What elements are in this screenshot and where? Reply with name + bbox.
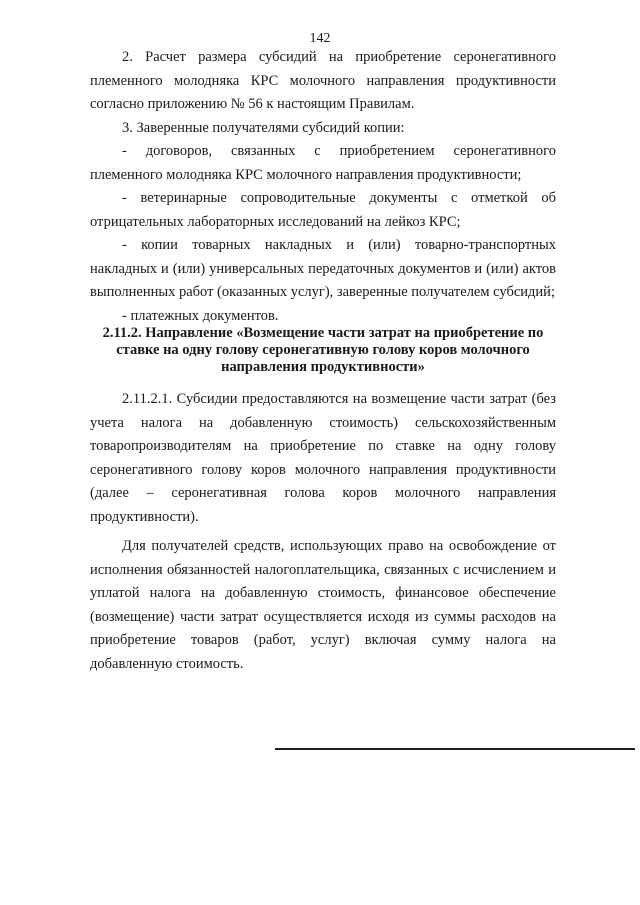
section-list-block [90,46,556,328]
paragraph-2-11-2-1: 2.11.2.1. Субсидии предоставляются на возмещение части затрат (без учета налога на добавленную стоимость) сельскохозяйственным товаропроизводителям на приобретение по ставке на одну голову серонегативного голову коров молочного направления продуктивности (далее – серонегативная голова коров молочного направления продуктивности). [90,391,556,525]
list-item: - копии товарных накладных и (или) товарно-транспортных накладных и (или) универсальных передаточных документов и (или) актов выполненных работ (оказанных услуг), заверенные получателем субсидий; [90,237,556,300]
section-body-block [90,388,556,676]
paragraph-2: 2. Расчет размера субсидий на приобретение серонегативного племенного молодняка КРС молочного направления продуктивности согласно приложению № 56 к настоящим Правилам. [90,49,556,112]
list-item: - договоров, связанных с приобретением серонегативного племенного молодняка КРС молочного направления продуктивности; [90,143,556,183]
page-number: 142 [309,31,331,46]
paragraph-vat: Для получателей средств, использующих право на освобождение от исполнения обязанностей налогоплательщика, связанных с исчислением и уплатой налога на добавленную стоимость, финансовое обеспечение (возмещение) части затрат осуществляется исходя из суммы расходов на приобретение товаров (работ, услуг) включая сумму налога на добавленную стоимость. [90,538,556,672]
section-heading: 2.11.2. Направление «Возмещение части затрат на приобретение по ставке на одну голову серонегативную голову коров молочного направления продуктивности» [102,325,544,375]
list-item: - платежных документов. [122,307,279,324]
list-item: - ветеринарные сопроводительные документы с отметкой об отрицательных лабораторных исследований на лейкоз КРС; [90,190,556,230]
bottom-rule [275,748,635,750]
paragraph-3-intro: 3. Заверенные получателями субсидий копии: [122,119,405,136]
